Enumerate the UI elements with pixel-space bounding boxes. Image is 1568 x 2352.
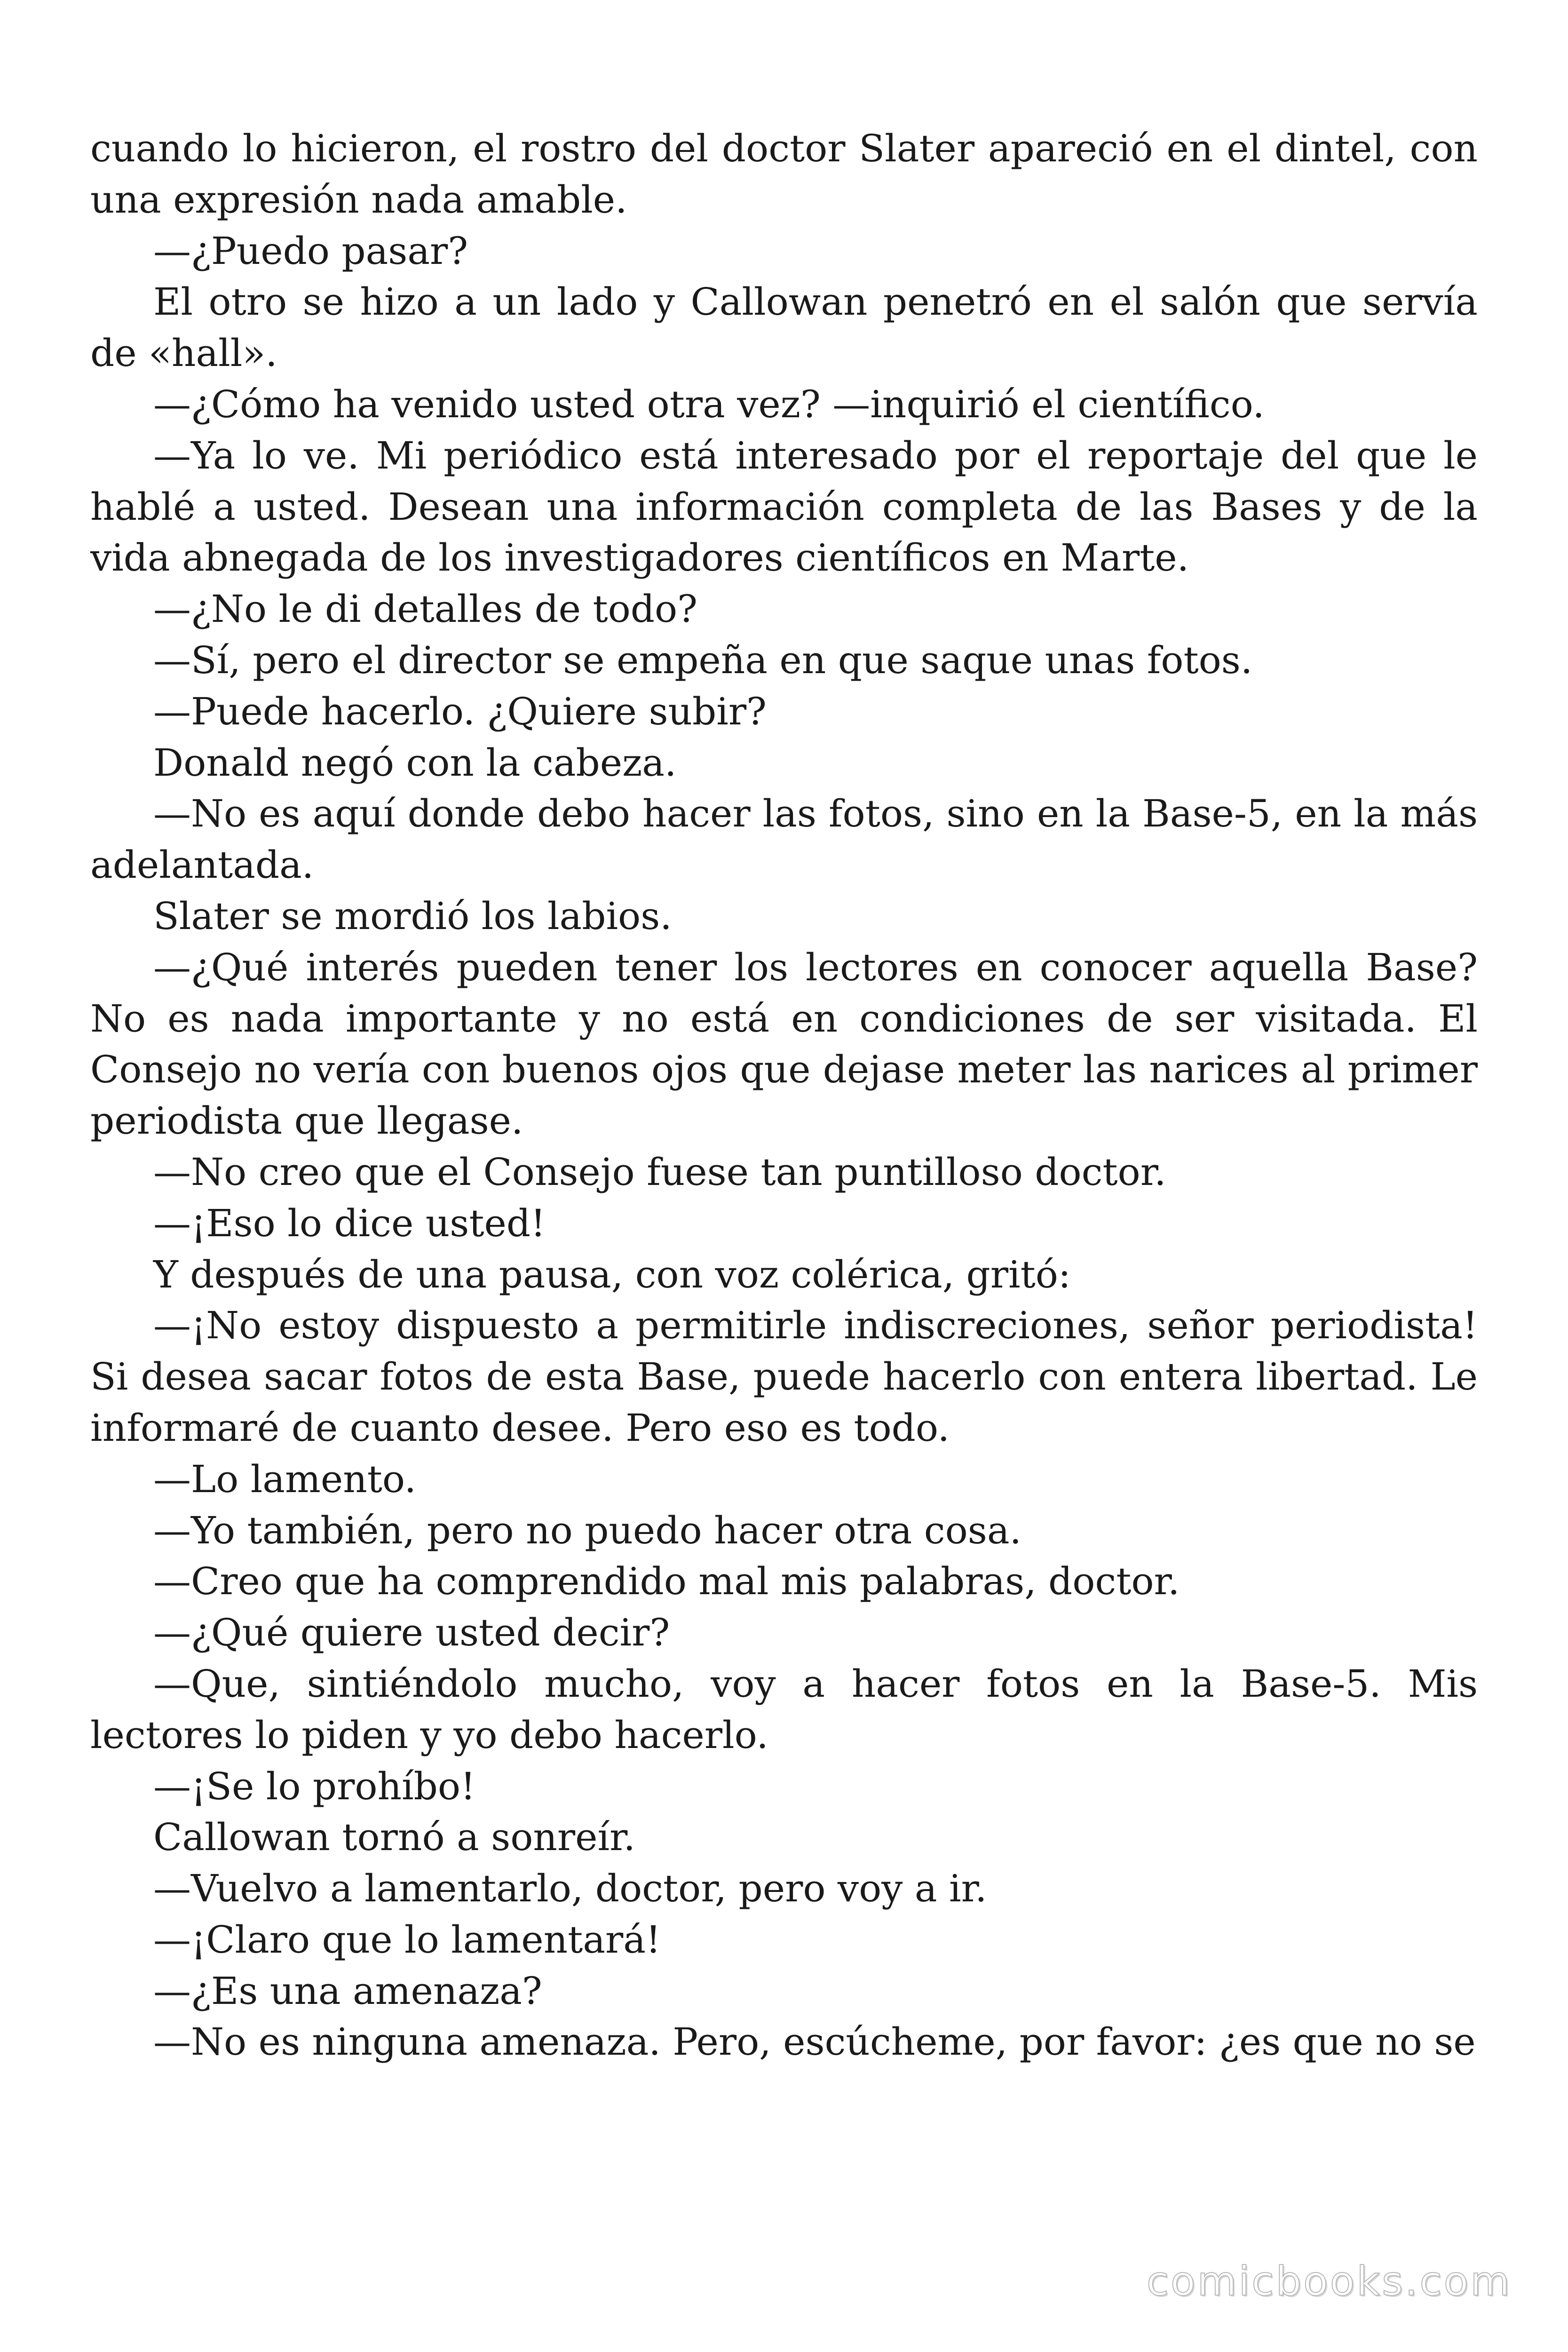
paragraph-18: —Yo también, pero no puedo hacer otra cosa. [153, 1508, 1022, 1552]
paragraph-14: —¡Eso lo dice usted! [153, 1201, 546, 1245]
paragraph-3: El otro se hizo a un lado y Callowan penetró en el salón que servía de «hall». [90, 280, 1478, 375]
paragraph-17: —Lo lamento. [153, 1457, 417, 1501]
paragraph-16: —¡No estoy dispuesto a permitirle indiscreciones, señor periodista! Si desea sacar fotos de esta Base, puede hacerlo con entera libertad. Le informaré de cuanto desee. Pero eso es todo. [90, 1303, 1478, 1450]
paragraph-2: —¿Puedo pasar? [153, 229, 468, 273]
paragraph-7: —Sí, pero el director se empeña en que saque unas fotos. [153, 638, 1253, 682]
book-page-body [90, 123, 1478, 2068]
paragraph-24: —Vuelvo a lamentarlo, doctor, pero voy a ir. [153, 1867, 987, 1911]
paragraph-1: cuando lo hicieron, el rostro del doctor Slater apareció en el dintel, con una expresión nada amable. [90, 127, 1478, 222]
paragraph-11: Slater se mordió los labios. [153, 894, 672, 938]
paragraph-4: —¿Cómo ha venido usted otra vez? —inquirió el científico. [153, 382, 1265, 426]
paragraph-15: Y después de una pausa, con voz colérica, gritó: [153, 1252, 1071, 1296]
paragraph-12: —¿Qué interés pueden tener los lectores en conocer aquella Base? No es nada importante y no está en condiciones de ser visitada. El Consejo no vería con buenos ojos que dejase meter las narices al primer periodista que llegase. [90, 945, 1478, 1143]
paragraph-26: —¿Es una amenaza? [153, 1969, 542, 2013]
paragraph-19: —Creo que ha comprendido mal mis palabras, doctor. [153, 1559, 1180, 1604]
watermark-logo: comicbooks.com [1146, 2258, 1512, 2305]
paragraph-22: —¡Se lo prohíbo! [153, 1764, 476, 1808]
paragraph-13: —No creo que el Consejo fuese tan puntilloso doctor. [153, 1150, 1166, 1194]
paragraph-20: —¿Qué quiere usted decir? [153, 1611, 670, 1655]
paragraph-8: —Puede hacerlo. ¿Quiere subir? [153, 689, 767, 733]
paragraph-9: Donald negó con la cabeza. [153, 740, 677, 785]
paragraph-21: —Que, sintiéndolo mucho, voy a hacer fotos en la Base-5. Mis lectores lo piden y yo debo hacerlo. [90, 1661, 1478, 1757]
paragraph-27: —No es ninguna amenaza. Pero, escúcheme, por favor: ¿es que no se [153, 2020, 1476, 2064]
paragraph-10: —No es aquí donde debo hacer las fotos, sino en la Base-5, en la más adelantada. [90, 792, 1478, 887]
paragraph-25: —¡Claro que lo lamentará! [153, 1917, 661, 1962]
paragraph-23: Callowan tornó a sonreír. [153, 1815, 635, 1859]
paragraph-5: —Ya lo ve. Mi periódico está interesado por el reportaje del que le hablé a usted. Desean una información completa de las Bases y de la vida abnegada de los investigadores científicos en Marte. [90, 433, 1478, 580]
paragraph-6: —¿No le di detalles de todo? [153, 587, 698, 631]
